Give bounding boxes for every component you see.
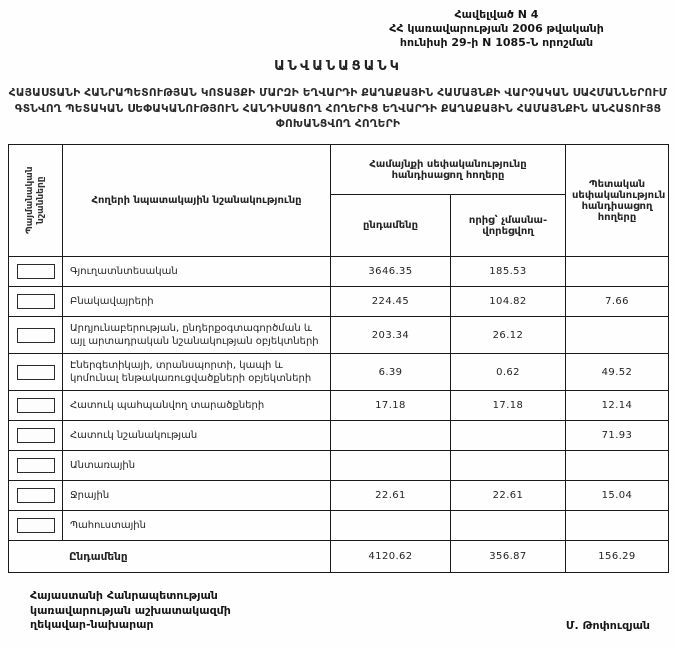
legend-box bbox=[17, 398, 55, 413]
value-state: 49.52 bbox=[566, 354, 669, 391]
signatory-position bbox=[8, 589, 231, 632]
symbol-cell bbox=[9, 511, 63, 541]
land-allocation-table bbox=[8, 144, 669, 573]
column-header-symbols bbox=[9, 145, 63, 257]
table-row bbox=[9, 287, 669, 317]
column-header-purpose: Հողերի նպատակային նշանակությունը bbox=[63, 145, 331, 257]
value-nonprivatized: 22.61 bbox=[451, 481, 566, 511]
value-state: 15.04 bbox=[566, 481, 669, 511]
legend-box bbox=[17, 488, 55, 503]
legend-box bbox=[17, 458, 55, 473]
annex-number: Հավելված N 4 bbox=[454, 8, 539, 21]
government-decision-line: ՀՀ կառավարության 2006 թվականի bbox=[389, 21, 604, 35]
decision-date-line: հունիսի 29-ի N 1085-Ն որոշման bbox=[399, 35, 594, 49]
value-total bbox=[331, 421, 451, 451]
land-category-label: Հատուկ պահպանվող տարածքների bbox=[63, 391, 331, 421]
value-nonprivatized: 0.62 bbox=[451, 354, 566, 391]
value-nonprivatized: 185.53 bbox=[451, 257, 566, 287]
annex-header bbox=[329, 8, 664, 49]
table-row bbox=[9, 511, 669, 541]
total-value-total: 4120.62 bbox=[331, 541, 451, 573]
land-category-label: Ջրային bbox=[63, 481, 331, 511]
table-row bbox=[9, 481, 669, 511]
value-total: 6.39 bbox=[331, 354, 451, 391]
column-header-state-lands: Պետական սեփականություն հանդիսացող հողերը bbox=[566, 145, 669, 257]
value-state: 71.93 bbox=[566, 421, 669, 451]
value-nonprivatized bbox=[451, 451, 566, 481]
column-header-nonprivatized: որից՝ չմասնա-վորեցվող bbox=[451, 195, 566, 257]
value-total bbox=[331, 511, 451, 541]
legend-box bbox=[17, 328, 55, 343]
table-row bbox=[9, 421, 669, 451]
land-category-label: Էներգետիկայի, տրանսպորտի, կապի և կոմունալ ենթակառուցվածքների օբյեկտների bbox=[63, 354, 331, 391]
symbol-cell bbox=[9, 481, 63, 511]
table-row bbox=[9, 354, 669, 391]
land-category-label: Անտառային bbox=[63, 451, 331, 481]
table-row bbox=[9, 451, 669, 481]
value-total: 22.61 bbox=[331, 481, 451, 511]
value-nonprivatized: 26.12 bbox=[451, 317, 566, 354]
land-category-label: Պահուստային bbox=[63, 511, 331, 541]
total-row-label: Ընդամենը bbox=[9, 541, 331, 573]
symbol-cell bbox=[9, 317, 63, 354]
table-row bbox=[9, 391, 669, 421]
signatory-position-line: ղեկավար-նախարար bbox=[30, 617, 154, 631]
signatory-position-line: կառավարության աշխատակազմի bbox=[30, 603, 231, 617]
value-total: 3646.35 bbox=[331, 257, 451, 287]
land-category-label: Բնակավայրերի bbox=[63, 287, 331, 317]
value-state bbox=[566, 451, 669, 481]
value-nonprivatized: 104.82 bbox=[451, 287, 566, 317]
table-row bbox=[9, 317, 669, 354]
value-total: 224.45 bbox=[331, 287, 451, 317]
legend-box bbox=[17, 518, 55, 533]
signatory-position-line: Հայաստանի Հանրապետության bbox=[30, 589, 218, 603]
total-value-nonprivatized: 356.87 bbox=[451, 541, 566, 573]
symbol-cell bbox=[9, 257, 63, 287]
symbol-cell bbox=[9, 451, 63, 481]
value-nonprivatized bbox=[451, 421, 566, 451]
land-category-label: Արդյունաբերության, ընդերքօգտագործման և այլ արտադրական նշանակության օբյեկտների bbox=[63, 317, 331, 354]
value-total: 203.34 bbox=[331, 317, 451, 354]
column-group-community-lands: Համայնքի սեփականությունը հանդիսացող հողերը bbox=[331, 145, 566, 195]
land-category-label: Հատուկ նշանակության bbox=[63, 421, 331, 451]
value-state: 12.14 bbox=[566, 391, 669, 421]
legend-box bbox=[17, 264, 55, 279]
total-value-state: 156.29 bbox=[566, 541, 669, 573]
column-header-symbols-label: Պայմանական նշանները bbox=[24, 167, 46, 235]
document-subtitle: ՀԱՅԱՍՏԱՆԻ ՀԱՆՐԱՊԵՏՈՒԹՅԱՆ ԿՈՏԱՅՔԻ ՄԱՐԶԻ ԵՂՎԱՐԴԻ ՔԱՂԱՔԱՅԻՆ ՀԱՄԱՅՆՔԻ ՎԱՐՉԱԿԱՆ ՍԱՀՄԱՆՆԵՐՈՒՄ ԳՏՆՎՈՂ ՊԵՏԱԿԱՆ ՍԵՓԱԿԱՆՈՒԹՅՈՒՆ ՀԱՆԴԻՍԱՑՈՂ ՀՈՂԵՐԻՑ ԵՂՎԱՐԴԻ ՔԱՂԱՔԱՅԻՆ ՀԱՄԱՅՆՔԻՆ ԱՆՀԱՏՈՒՅՑ ՓՈԽԱՆՑՎՈՂ ՀՈՂԵՐԻ bbox=[8, 87, 668, 130]
symbol-cell bbox=[9, 391, 63, 421]
value-total bbox=[331, 451, 451, 481]
value-nonprivatized bbox=[451, 511, 566, 541]
page-title: ԱՆՎԱՆԱՑԱՆԿ bbox=[274, 59, 402, 75]
value-state bbox=[566, 257, 669, 287]
table-total-row bbox=[9, 541, 669, 573]
table-row bbox=[9, 257, 669, 287]
legend-box bbox=[17, 365, 55, 380]
table-header-row-group bbox=[9, 145, 669, 195]
column-header-total: ընդամենը bbox=[331, 195, 451, 257]
legend-box bbox=[17, 294, 55, 309]
value-state: 7.66 bbox=[566, 287, 669, 317]
symbol-cell bbox=[9, 421, 63, 451]
value-total: 17.18 bbox=[331, 391, 451, 421]
signatory-name: Մ. Թոփուզյան bbox=[565, 619, 650, 633]
value-state bbox=[566, 511, 669, 541]
value-nonprivatized: 17.18 bbox=[451, 391, 566, 421]
symbol-cell bbox=[9, 354, 63, 391]
legend-box bbox=[17, 428, 55, 443]
signature-block bbox=[8, 589, 668, 632]
land-category-label: Գյուղատնտեսական bbox=[63, 257, 331, 287]
symbol-cell bbox=[9, 287, 63, 317]
value-state bbox=[566, 317, 669, 354]
